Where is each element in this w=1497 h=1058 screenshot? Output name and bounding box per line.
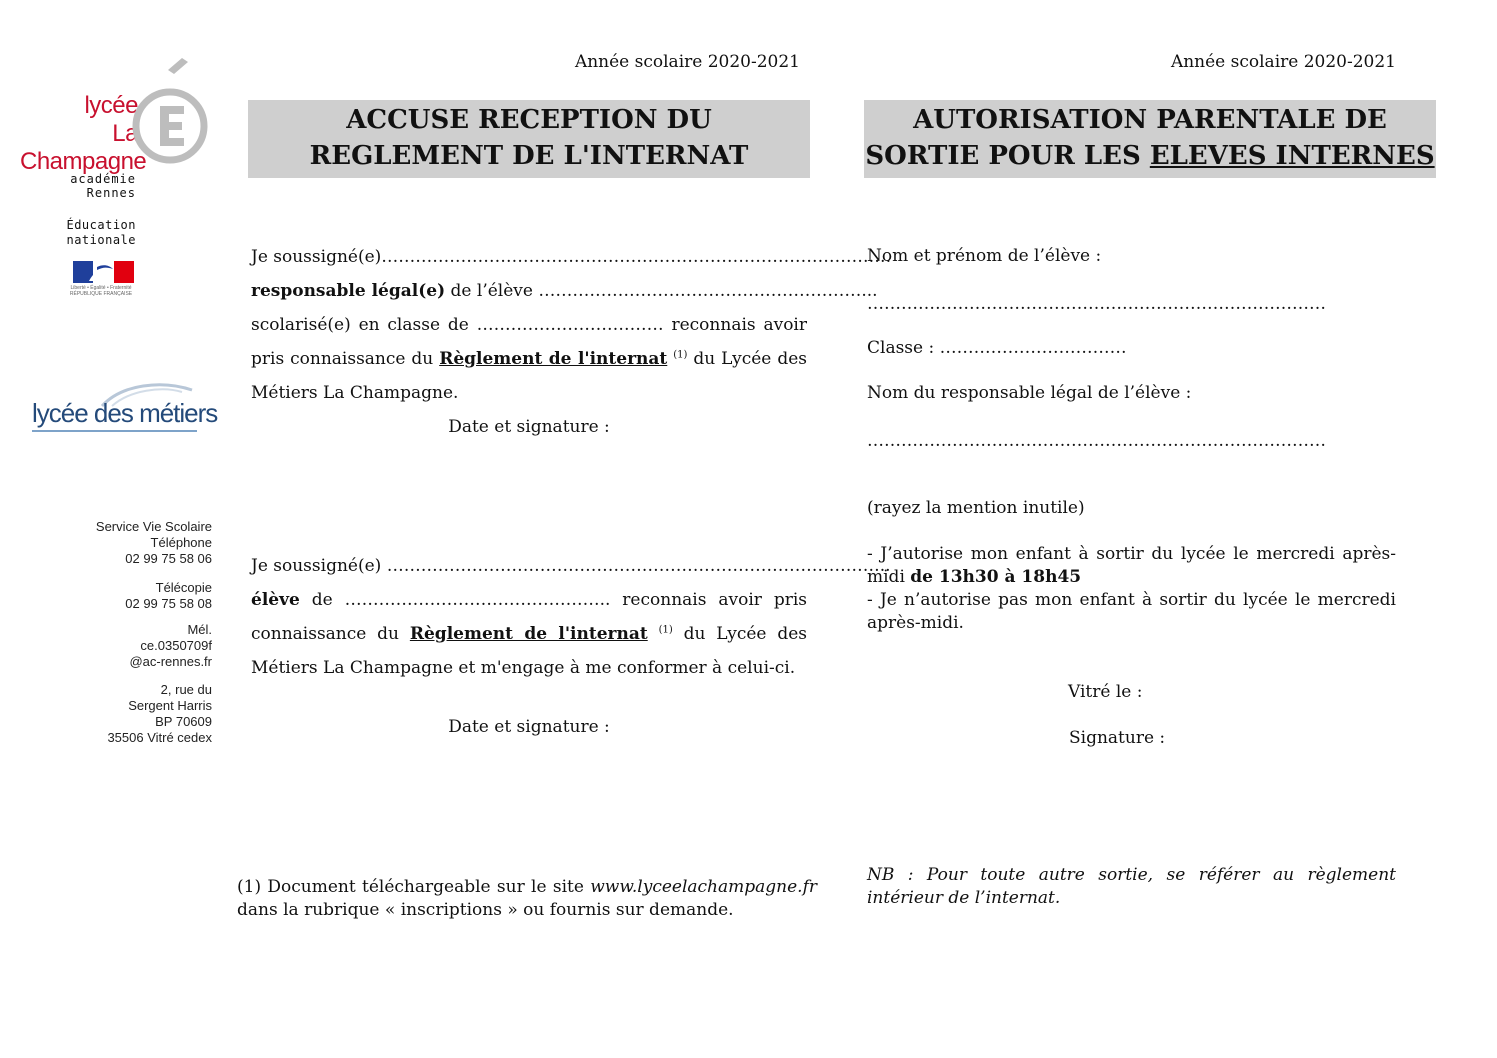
left-school-year: Année scolaire 2020-2021 xyxy=(574,52,800,72)
contact-service: Service Vie Scolaire Téléphone 02 99 75 58 06 xyxy=(95,519,212,566)
education-nationale-label: Éducation nationale xyxy=(66,218,136,247)
student-name-line: Je soussigné(e) …………………………………………………………………………….. xyxy=(251,556,891,576)
contact-mail: Mél. ce.0350709f @ac-rennes.fr xyxy=(129,622,212,669)
lycee-logo-text xyxy=(20,92,147,176)
student-text: élève de ……………………………………….. reconnais avoir pris connaissance du Règlement de l'internat $^{(1)}$ du Lycée des Métiers La Champagne et m'engage à me conformer à celui-ci. xyxy=(251,590,808,678)
contact-fax: Télécopie 02 99 75 58 08 xyxy=(125,580,212,611)
right-title-line2: SORTIE POUR LES ELEVES INTERNES xyxy=(865,141,1435,171)
left-block-parent xyxy=(251,240,892,444)
reglement-link-text: Règlement de l'internat xyxy=(439,349,668,369)
marianne-flag-icon xyxy=(73,261,134,283)
lycee-name-line1: lycée xyxy=(84,92,138,119)
right-title-line1: AUTORISATION PARENTALE DE xyxy=(913,105,1387,135)
student-date-signature: Date et signature : xyxy=(448,717,610,737)
right-school-year: Année scolaire 2020-2021 xyxy=(1170,52,1396,72)
parent-class-text: scolarisé(e) en classe de …………………………… reconnais avoir pris connaissance du Règlement de l'internat $^{(1)}$ du Lycée des Métiers La Champagne. xyxy=(251,315,807,403)
strike-instruction: (rayez la mention inutile) xyxy=(867,498,1085,518)
metiers-underline xyxy=(32,430,197,432)
left-block-student xyxy=(251,549,891,685)
lycee-name-line2: La Champagne xyxy=(20,120,147,175)
left-title-box xyxy=(248,100,810,178)
student-name-dots: ……………………………………………………………………… xyxy=(867,294,1326,314)
academie-label: académie Rennes xyxy=(70,172,136,200)
marianne-caption: Liberté • Égalité • Fraternité RÉPUBLIQUE FRANÇAISE xyxy=(69,285,133,297)
authorization-option-yes: - J’autorise mon enfant à sortir du lycée le mercredi après-midi de 13h30 à 18h45 xyxy=(867,544,1396,587)
classe-line: Classe : …………………………… xyxy=(867,338,1127,358)
footnote: (1) Document téléchargeable sur le site www.lyceelachampagne.fr dans la rubrique « inscriptions » ou fournis sur demande. xyxy=(237,877,817,920)
right-title-box xyxy=(864,100,1436,178)
guardian-name-dots: ……………………………………………………………………… xyxy=(867,431,1326,451)
right-signature: Signature : xyxy=(1069,728,1166,748)
left-title-line2: REGLEMENT DE L'INTERNAT xyxy=(309,141,749,171)
lycee-des-metiers-logo: lycée des métiers xyxy=(32,398,218,428)
parent-date-signature: Date et signature : xyxy=(448,417,610,437)
e-logo-icon xyxy=(132,58,212,173)
contact-address: 2, rue du Sergent Harris BP 70609 35506 Vitré cedex xyxy=(107,682,212,745)
parent-name-line: Je soussigné(e)……………………………………………………………………………… xyxy=(251,247,892,267)
vitre-date: Vitré le : xyxy=(1068,682,1143,702)
student-name-label: Nom et prénom de l’élève : xyxy=(867,246,1102,266)
guardian-name-label: Nom du responsable légal de l’élève : xyxy=(867,383,1192,403)
website-text: www.lyceelachampagne.fr xyxy=(590,877,817,897)
parent-role-line: responsable légal(e) de l’élève …………………………………………………... xyxy=(251,281,878,301)
left-title-line1: ACCUSE RECEPTION DU xyxy=(346,105,712,135)
authorization-option-no: - Je n’autorise pas mon enfant à sortir du lycée le mercredi après-midi. xyxy=(867,590,1396,633)
reglement-link-text-2: Règlement de l'internat xyxy=(409,624,648,644)
nb-note: NB : Pour toute autre sortie, se référer au règlement intérieur de l’internat. xyxy=(867,865,1396,908)
